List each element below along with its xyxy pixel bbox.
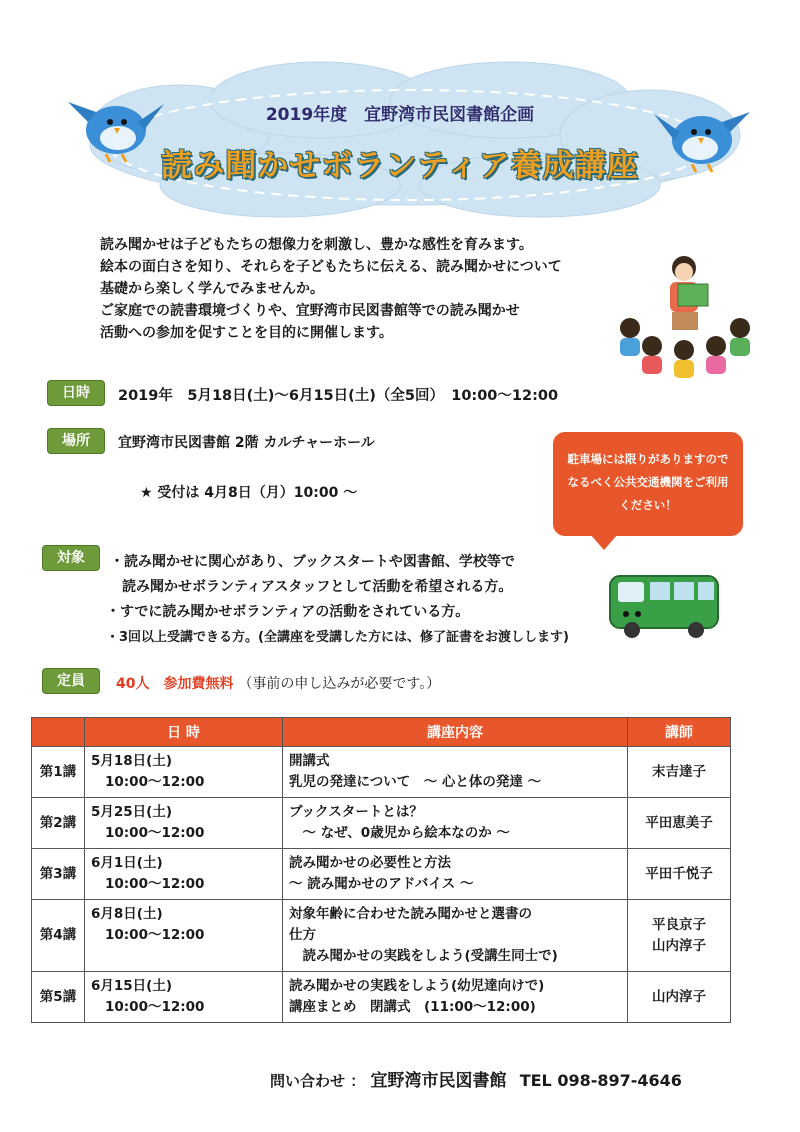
lecture-date: 5月25日(土) bbox=[91, 804, 173, 820]
parking-callout-text bbox=[560, 448, 736, 517]
teacher-name: 末吉達子 bbox=[652, 763, 706, 780]
lecture-number: 第4講 bbox=[32, 900, 85, 972]
lecture-time: 10:00～12:00 bbox=[105, 774, 205, 790]
teacher-name: 平良京子 bbox=[652, 916, 706, 933]
lecture-teacher bbox=[628, 798, 731, 849]
date-label: 日時 bbox=[47, 380, 105, 406]
intro-line: ご家庭での読書環境づくりや、宜野湾市民図書館等での読み聞かせ bbox=[100, 303, 520, 319]
header-title: 読み聞かせボランティア養成講座 bbox=[161, 148, 639, 184]
content-line: 開講式 bbox=[289, 753, 330, 769]
teacher-name: 平田恵美子 bbox=[645, 814, 713, 831]
lecture-teacher bbox=[628, 900, 731, 972]
lecture-date: 5月18日(土) bbox=[91, 753, 173, 769]
lecture-time: 10:00～12:00 bbox=[105, 876, 205, 892]
header-date: 日 時 bbox=[85, 718, 283, 747]
target-label: 対象 bbox=[42, 545, 100, 571]
contact-label: 問い合わせ ： bbox=[270, 1072, 366, 1090]
place-label: 場所 bbox=[47, 428, 105, 454]
teacher-name: 山内淳子 bbox=[652, 937, 706, 954]
capacity-line bbox=[116, 673, 440, 693]
header-lecture bbox=[32, 718, 85, 747]
header-content: 講座内容 bbox=[283, 718, 628, 747]
table-row bbox=[32, 972, 731, 1023]
content-line: 講座まとめ 閉講式 (11:00～12:00) bbox=[289, 999, 536, 1015]
lecture-datetime bbox=[85, 900, 283, 972]
contact-org: 宜野湾市民図書館 bbox=[370, 1071, 507, 1091]
lecture-date: 6月15日(土) bbox=[91, 978, 173, 994]
lecture-number: 第1講 bbox=[32, 747, 85, 798]
lecture-date: 6月8日(土) bbox=[91, 906, 163, 922]
lecture-teacher bbox=[628, 747, 731, 798]
content-line: 乳児の発達について ～ 心と体の発達 ～ bbox=[289, 774, 542, 790]
lecture-date: 6月1日(土) bbox=[91, 855, 163, 871]
content-line: ブックスタートとは？ bbox=[289, 804, 423, 820]
reception-info: ★ 受付は 4月8日（月）10:00 ～ bbox=[140, 485, 358, 501]
header-subtitle: 2019年度 宜野湾市民図書館企画 bbox=[265, 105, 535, 125]
lecture-number: 第3講 bbox=[32, 849, 85, 900]
schedule-table bbox=[31, 717, 731, 1023]
intro-line: 基礎から楽しく学んでみませんか。 bbox=[100, 281, 324, 297]
storytelling-illustration bbox=[612, 250, 762, 380]
lecture-number: 第5講 bbox=[32, 972, 85, 1023]
capacity-highlight: 40人 参加費無料 bbox=[116, 676, 234, 692]
teacher-name: 山内淳子 bbox=[652, 988, 706, 1005]
lecture-datetime bbox=[85, 798, 283, 849]
table-row bbox=[32, 747, 731, 798]
callout-line: 駐車場には限りがありますので bbox=[567, 452, 729, 466]
target-line: 読み聞かせボランティアスタッフとして活動を希望される方。 bbox=[122, 579, 513, 595]
date-value: 2019年 5月18日(土)～6月15日(土)（全5回） 10:00～12:00 bbox=[118, 388, 559, 404]
content-line: 仕方 bbox=[289, 927, 316, 943]
intro-line: 絵本の面白さを知り、それらを子どもたちに伝える、読み聞かせについて bbox=[100, 259, 562, 275]
teacher-name: 平田千悦子 bbox=[645, 865, 713, 882]
bus-illustration bbox=[608, 570, 720, 642]
lecture-content bbox=[283, 900, 628, 972]
capacity-note: （事前の申し込みが必要です。） bbox=[238, 676, 441, 692]
content-line: ～ 読み聞かせのアドバイス ～ bbox=[289, 876, 474, 892]
content-line: 読み聞かせの必要性と方法 bbox=[289, 855, 451, 871]
contact-tel: TEL 098-897-4646 bbox=[519, 1071, 682, 1090]
intro-text bbox=[100, 234, 600, 344]
content-line: 読み聞かせの実践をしよう(受講生同士で) bbox=[289, 948, 558, 964]
table-row bbox=[32, 849, 731, 900]
target-line: ・3回以上受講できる方。(全講座を受講した方には、修了証書をお渡しします) bbox=[106, 630, 569, 645]
lecture-content bbox=[283, 798, 628, 849]
lecture-datetime bbox=[85, 747, 283, 798]
table-header-row bbox=[32, 718, 731, 747]
callout-tail bbox=[590, 534, 618, 550]
capacity-label: 定員 bbox=[42, 668, 100, 694]
lecture-content bbox=[283, 972, 628, 1023]
target-line: ・読み聞かせに関心があり、ブックスタートや図書館、学校等で bbox=[110, 554, 515, 570]
lecture-number: 第2講 bbox=[32, 798, 85, 849]
content-line: 対象年齢に合わせた読み聞かせと選書の bbox=[289, 906, 532, 922]
lecture-time: 10:00～12:00 bbox=[105, 999, 205, 1015]
lecture-time: 10:00～12:00 bbox=[105, 927, 205, 943]
lecture-teacher bbox=[628, 849, 731, 900]
table-row bbox=[32, 798, 731, 849]
callout-line: なるべく公共交通機関をご利用 bbox=[567, 475, 729, 489]
content-line: ～ なぜ、0歳児から絵本なのか ～ bbox=[289, 825, 510, 841]
contact-footer bbox=[270, 1066, 682, 1091]
intro-line: 読み聞かせは子どもたちの想像力を刺激し、豊かな感性を育みます。 bbox=[100, 237, 533, 253]
callout-line: ください！ bbox=[619, 498, 677, 512]
intro-line: 活動への参加を促すことを目的に開催します。 bbox=[100, 325, 393, 341]
place-value: 宜野湾市民図書館 2階 カルチャーホール bbox=[118, 435, 375, 451]
lecture-datetime bbox=[85, 972, 283, 1023]
table-row bbox=[32, 900, 731, 972]
lecture-datetime bbox=[85, 849, 283, 900]
lecture-time: 10:00～12:00 bbox=[105, 825, 205, 841]
lecture-content bbox=[283, 747, 628, 798]
header-teacher: 講師 bbox=[628, 718, 731, 747]
content-line: 読み聞かせの実践をしよう(幼児達向けで) bbox=[289, 978, 545, 994]
target-line: ・すでに読み聞かせボランティアの活動をされている方。 bbox=[106, 604, 470, 620]
lecture-teacher bbox=[628, 972, 731, 1023]
lecture-content bbox=[283, 849, 628, 900]
